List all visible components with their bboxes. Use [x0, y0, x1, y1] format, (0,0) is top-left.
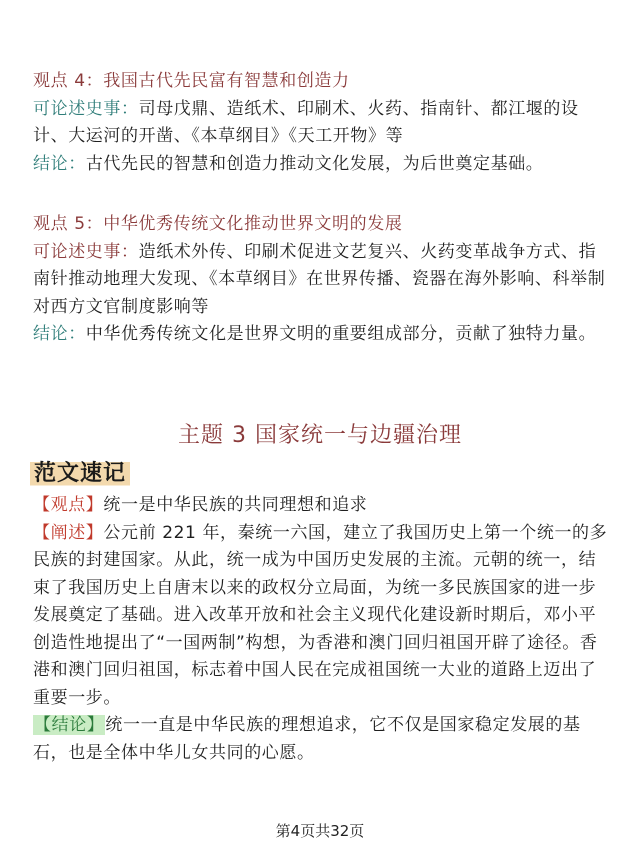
viewpoint-4-facts: [33, 96, 611, 151]
viewpoint-4-facts-label: 可论述史事：: [33, 98, 139, 119]
essay-conclusion-tag: 【结论】: [34, 715, 105, 735]
essay-conclusion: [33, 712, 611, 767]
topic-title: 主题 3 国家统一与边疆治理: [178, 423, 462, 448]
viewpoint-4-facts-text: 司母戊鼎、造纸术、印刷术、火药、指南针、都江堰的设计、大运河的开凿、《本草纲目》《天工开物》等: [33, 98, 579, 146]
essay-view: [33, 492, 611, 520]
viewpoint-5-heading: 观点 5：中华优秀传统文化推动世界文明的发展: [33, 214, 403, 234]
section-title: 范文速记: [30, 456, 130, 487]
viewpoint-4-conclusion-text: 古代先民的智慧和创造力推动文化发展，为后世奠定基础。: [85, 153, 544, 174]
viewpoint-5-conclusion-text: 中华优秀传统文化是世界文明的重要组成部分，贡献了独特力量。: [85, 324, 597, 344]
essay-explain: [33, 520, 611, 713]
essay-explain-text: 公元前 221 年，秦统一六国，建立了我国历史上第一个统一的多民族的封建国家。从此，统一成为中国历史发展的主流。元朝的统一，结束了我国历史上自唐末以来的政权分立局面，为统一多民族国家的进一步发展奠定了基础。进入改革开放和社会主义现代化建设新时期后，邓小平创造性地提出了“一国两制”构想，为香港和澳门回归祖国开辟了途径。香港和澳门回归祖国，标志着中国人民在完成祖国统一大业的道路上迈出了重要一步。: [33, 522, 608, 708]
viewpoint-5-facts-text: 造纸术外传、印刷术促进文艺复兴、火药变革战争方式、指南针推动地理大发现、《本草纲目》在世界传播、瓷器在海外影响、科举制对西方文官制度影响等: [33, 241, 606, 317]
essay-view-text: 统一是中华民族的共同理想和追求: [103, 495, 368, 515]
viewpoint-5-conclusion-label: 结论：: [33, 324, 86, 344]
essay-body: [33, 492, 611, 767]
viewpoint-4-conclusion-label: 结论：: [33, 153, 86, 174]
viewpoint-4-heading: 观点 4：我国古代先民富有智慧和创造力: [33, 71, 350, 91]
viewpoint-5: [33, 211, 611, 349]
essay-conclusion-text: 统一一直是中华民族的理想追求，它不仅是国家稳定发展的基石，也是全体中华儿女共同的心愿。: [33, 715, 581, 763]
viewpoint-5-facts-label: 可论述史事：: [33, 241, 139, 262]
viewpoint-4-conclusion: [33, 151, 611, 179]
viewpoint-5-facts: [33, 239, 611, 322]
viewpoint-4: [33, 68, 611, 178]
viewpoint-5-conclusion: [33, 321, 611, 349]
page-indicator: 第4页共32页: [275, 822, 365, 840]
essay-view-tag: 【观点】: [33, 495, 104, 515]
essay-explain-tag: 【阐述】: [33, 522, 104, 543]
